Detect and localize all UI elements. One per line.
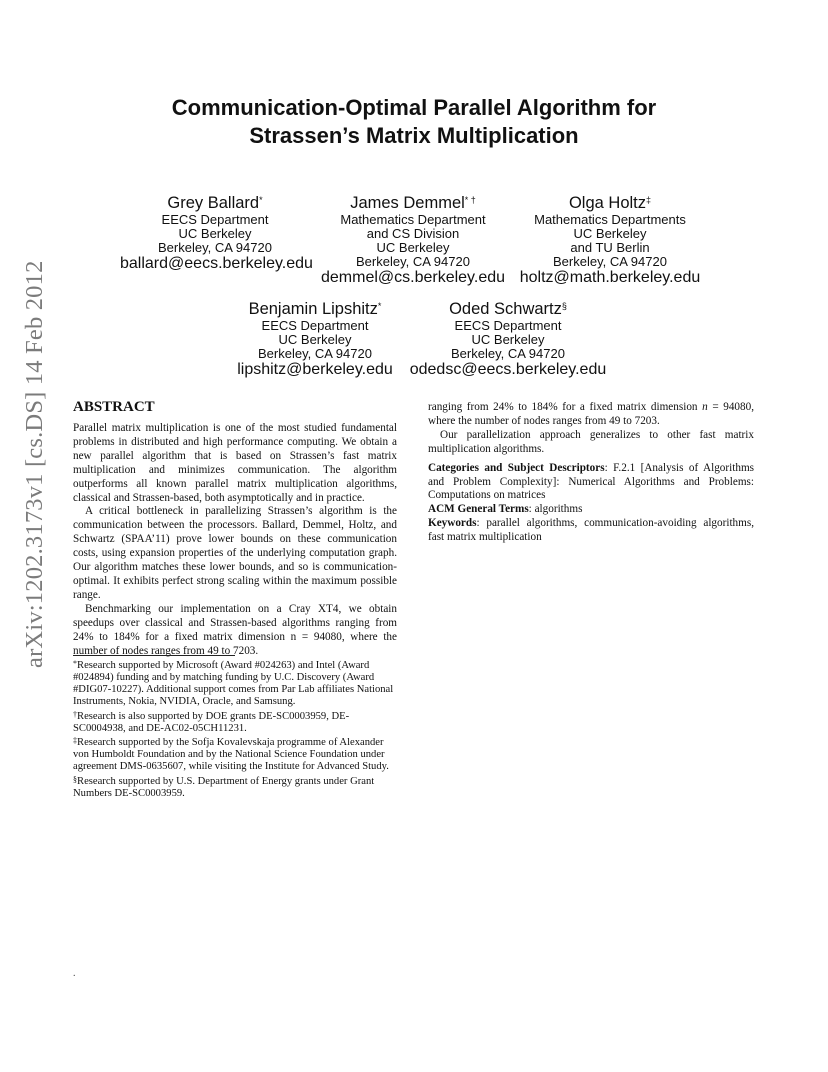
footnote-rule — [73, 655, 235, 656]
author-name: Oded Schwartz — [449, 300, 562, 318]
title-line-1: Communication-Optimal Parallel Algorithm for — [171, 95, 657, 120]
keywords-text: : parallel algorithms, communication-avoiding algorithms, fast matrix multiplication — [428, 517, 754, 544]
keywords — [428, 517, 754, 545]
abstract-continuation-column — [428, 401, 754, 545]
abstract-heading: ABSTRACT — [73, 399, 155, 415]
abstract-paragraph: Benchmarking our implementation on a Cray XT4, we obtain speedups over classical and Strassen-based algorithms ranging from 24% to 184% for a fixed matrix dimension n = 94080, where the number of nodes ranges from 49 to 7203. — [73, 602, 397, 657]
categories-label: Categories and Subject Descriptors — [428, 461, 605, 474]
author-affiliation: EECS Department — [261, 318, 369, 333]
author-email[interactable]: demmel@cs.berkeley.edu — [320, 269, 506, 286]
author-block-lipshitz — [220, 299, 410, 379]
page-mark: . — [73, 968, 76, 979]
footnote-mark: * — [73, 659, 77, 668]
author-email[interactable]: lipshitz@berkeley.edu — [237, 361, 393, 378]
author-footnote-mark: ‡ — [646, 195, 652, 205]
author-affiliation: and CS Division — [366, 226, 460, 241]
author-email[interactable]: odedsc@eecs.berkeley.edu — [409, 361, 607, 378]
footnote-mark: § — [73, 775, 77, 785]
author-affiliation: Mathematics Department — [340, 212, 486, 227]
footnote — [73, 711, 397, 735]
arxiv-identifier-stamp: arXiv:1202.3173v1 [cs.DS] 14 Feb 2012 — [21, 260, 48, 668]
paper-title — [80, 94, 748, 150]
author-affiliation: Berkeley, CA 94720 — [553, 254, 667, 269]
author-affiliation: and TU Berlin — [570, 240, 650, 255]
abstract-paragraph: Parallel matrix multiplication is one of the most studied fundamental problems in distributed and high performance computing. We obtain a new parallel algorithm that is based on Strassen’s fast matrix multiplication and minimizes communication. The algorithm outperforms all known parallel matrix multiplication algorithms, classical and Strassen-based, both asymptotically and in practice. — [73, 422, 397, 504]
general-terms-label: ACM General Terms — [428, 503, 529, 516]
author-affiliation: EECS Department — [161, 212, 269, 227]
general-terms-text: : algorithms — [528, 503, 583, 516]
author-affiliation: UC Berkeley — [376, 240, 450, 255]
abstract-paragraph: Our parallelization approach generalizes to other fast matrix multiplication algorithms. — [428, 428, 754, 455]
footnote-mark: † — [73, 709, 77, 719]
author-footnote-mark: * — [377, 301, 382, 311]
author-name: Olga Holtz — [568, 194, 646, 212]
author-email[interactable]: holtz@math.berkeley.edu — [519, 269, 701, 286]
keywords-label: Keywords — [428, 517, 477, 530]
author-email[interactable]: ballard@eecs.berkeley.edu — [120, 255, 313, 272]
author-footnote-mark: * † — [464, 195, 476, 205]
footnotes — [73, 660, 397, 803]
author-block-ballard — [120, 193, 313, 273]
author-affiliation: Berkeley, CA 94720 — [451, 346, 565, 361]
author-affiliation: UC Berkeley — [278, 332, 352, 347]
abstract-paragraph-continued: ranging from 24% to 184% for a fixed matrix dimension n = 94080, where the number of nodes ranges from 49 to 7203. — [428, 401, 755, 427]
general-terms — [428, 503, 754, 517]
footnote-text: Research is also supported by DOE grants DE-SC0003959, DE-SC0004938, and DE-AC02-05CH11231. — [73, 710, 350, 734]
author-name: Grey Ballard — [167, 194, 260, 212]
author-name: Benjamin Lipshitz — [248, 300, 378, 318]
footnote-text: Research supported by Microsoft (Award #024263) and Intel (Award #024894) funding and by matching funding by U.C. Discovery (Award #DIG07-10227). Additional support comes from Par Lab affiliates National Instruments, Nokia, NVIDIA, Oracle, and Samsung. — [73, 660, 394, 707]
author-footnote-mark: * — [259, 195, 263, 205]
author-affiliation: EECS Department — [454, 318, 562, 333]
footnote — [73, 776, 397, 800]
author-affiliation: UC Berkeley — [471, 332, 545, 347]
footnote — [73, 737, 397, 773]
categories-text: : F.2.1 [Analysis of Algorithms and Problem Complexity]: Numerical Algorithms and Problems: Computations on matrices — [428, 461, 754, 502]
author-affiliation: Mathematics Departments — [534, 212, 686, 227]
author-block-holtz — [510, 193, 710, 287]
abstract-column — [73, 398, 397, 657]
author-affiliation: Berkeley, CA 94720 — [258, 346, 372, 361]
author-affiliation: UC Berkeley — [178, 226, 252, 241]
author-name: James Demmel — [350, 194, 465, 212]
title-line-2: Strassen’s Matrix Multiplication — [249, 123, 579, 148]
footnote-text: Research supported by U.S. Department of Energy grants under Grant Numbers DE-SC0003959. — [73, 776, 375, 800]
author-footnote-mark: § — [561, 301, 567, 311]
categories-descriptors — [428, 462, 754, 504]
author-affiliation: Berkeley, CA 94720 — [356, 254, 470, 269]
footnote-text: Research supported by the Sofja Kovalevskaja programme of Alexander von Humboldt Foundation and by the National Science Foundation under agreement DMS-0635607, while visiting the Institute for Advanced Study. — [73, 737, 389, 773]
footnote-mark: ‡ — [73, 736, 77, 746]
author-block-demmel — [313, 193, 513, 287]
author-block-schwartz — [403, 299, 613, 379]
footnote — [73, 660, 397, 708]
author-affiliation: Berkeley, CA 94720 — [158, 240, 272, 255]
author-affiliation: UC Berkeley — [573, 226, 647, 241]
abstract-paragraph: A critical bottleneck in parallelizing Strassen’s algorithm is the communication between the processors. Ballard, Demmel, Holtz, and Schwartz (SPAA’11) prove lower bounds on these communication costs, using expansion properties of the underlying computation graph. Our algorithm matches these lower bounds, and so is communication-optimal. It exhibits perfect strong scaling within the maximum possible range. — [73, 505, 397, 601]
